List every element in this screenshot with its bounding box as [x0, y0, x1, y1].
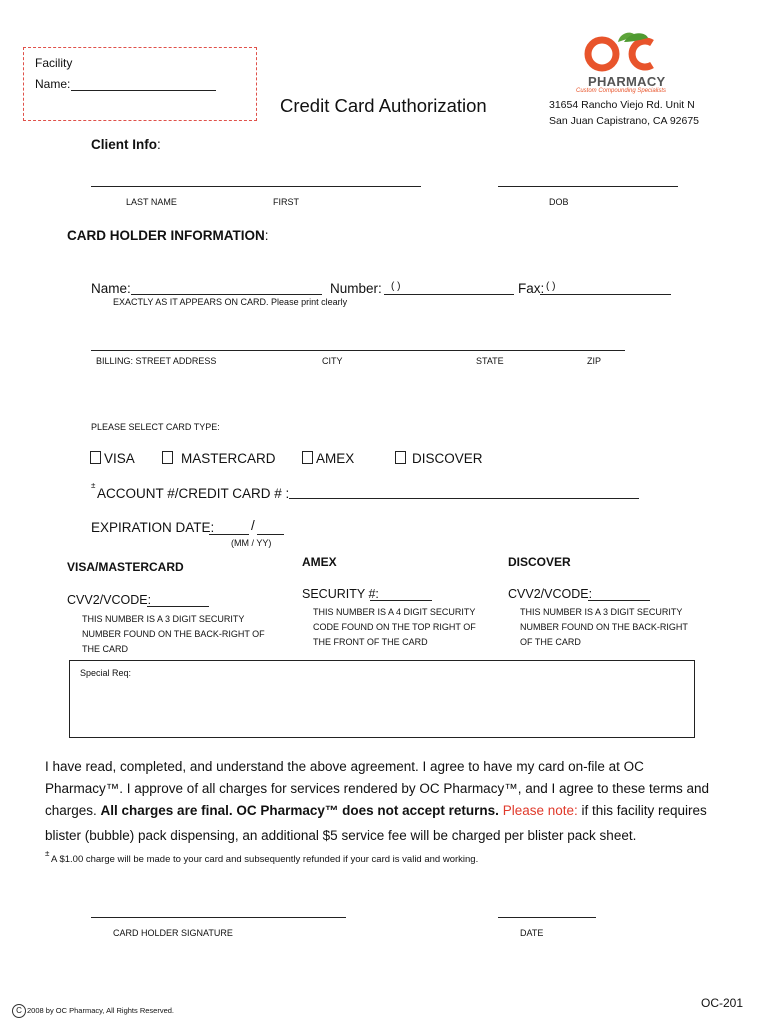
- discover-cvv-label: CVV2/VCODE:: [508, 587, 593, 601]
- dob-field[interactable]: [498, 186, 678, 187]
- address-line2: San Juan Capistrano, CA 92675: [549, 115, 700, 127]
- logo-word: PHARMACY: [588, 74, 666, 89]
- amex-note-3: THE FRONT OF THE CARD: [313, 637, 428, 647]
- billing-address-field[interactable]: [91, 350, 625, 351]
- pharmacy-logo: [576, 30, 680, 94]
- checkbox-icon[interactable]: [162, 451, 173, 464]
- agreement-no-returns: All charges are final. OC Pharmacy™ does not accept returns.: [100, 803, 499, 818]
- number-label: Number:: [330, 281, 382, 296]
- expiration-month-field[interactable]: [209, 534, 249, 535]
- discover-note-1: THIS NUMBER IS A 3 DIGIT SECURITY: [520, 607, 683, 617]
- card-option-discover[interactable]: [395, 451, 483, 466]
- oc-logo-icon: [580, 30, 680, 78]
- agreement-line-4: blister (bubble) pack dispensing, an additional $5 service fee will be charged per blister pack sheet.: [45, 828, 637, 843]
- checkbox-icon[interactable]: [90, 451, 101, 464]
- number-parens: ( ): [391, 281, 401, 292]
- agreement-please-note: Please note:: [502, 803, 578, 818]
- card-option-label: DISCOVER: [412, 451, 483, 466]
- client-info-colon: :: [157, 137, 161, 152]
- last-name-label: LAST NAME: [126, 197, 177, 207]
- amex-note-2: CODE FOUND ON THE TOP RIGHT OF: [313, 622, 476, 632]
- client-info-heading-text: Client Info: [91, 137, 157, 152]
- dob-label: DOB: [549, 197, 569, 207]
- amex-security-field[interactable]: [370, 600, 432, 601]
- amex-note-1: THIS NUMBER IS A 4 DIGIT SECURITY: [313, 607, 476, 617]
- expiration-slash: /: [251, 518, 255, 533]
- client-name-field[interactable]: [91, 186, 421, 187]
- visa-mc-note-1: THIS NUMBER IS A 3 DIGIT SECURITY: [82, 614, 245, 624]
- discover-note-3: OF THE CARD: [520, 637, 581, 647]
- card-option-label: AMEX: [316, 451, 355, 466]
- footnote-dagger: ±: [45, 849, 50, 858]
- expiration-year-field[interactable]: [257, 534, 284, 535]
- card-holder-colon: :: [264, 228, 269, 243]
- special-req-label: Special Req:: [80, 668, 132, 678]
- agreement-line-1: I have read, completed, and understand the above agreement. I agree to have my card on-file at OC: [45, 759, 644, 774]
- city-label: CITY: [322, 356, 343, 366]
- facility-label: Facility: [35, 56, 73, 70]
- footnote-text: A $1.00 charge will be made to your card and subsequently refunded if your card is valid and working.: [51, 854, 479, 865]
- client-info-heading: [91, 137, 161, 152]
- zip-label: ZIP: [587, 356, 602, 366]
- copyright-text: 2008 by OC Pharmacy, All Rights Reserved.: [27, 1006, 175, 1015]
- discover-cvv-field[interactable]: [588, 600, 650, 601]
- agreement-line-3: [45, 803, 707, 818]
- card-option-label: MASTERCARD: [181, 451, 276, 466]
- agreement-line-2: Pharmacy™. I approve of all charges for services rendered by OC Pharmacy™, and I agree to these terms and: [45, 781, 710, 796]
- expiration-format: (MM / YY): [231, 538, 272, 548]
- visa-mc-note-3: THE CARD: [82, 644, 129, 654]
- checkbox-icon[interactable]: [302, 451, 313, 464]
- billing-street-label: BILLING: STREET ADDRESS: [96, 356, 217, 366]
- state-label: STATE: [476, 356, 504, 366]
- fax-parens: ( ): [546, 281, 556, 292]
- date-field[interactable]: [498, 917, 596, 918]
- discover-heading: DISCOVER: [508, 555, 571, 569]
- date-label: DATE: [520, 928, 544, 938]
- signature-field[interactable]: [91, 917, 346, 918]
- card-holder-heading: [67, 228, 269, 243]
- amex-heading: AMEX: [302, 555, 337, 569]
- card-option-label: VISA: [104, 451, 135, 466]
- number-field[interactable]: [384, 294, 514, 295]
- visa-mc-cvv-field[interactable]: [147, 606, 209, 607]
- logo-tagline: Custom Compounding Specialists: [576, 88, 667, 94]
- facility-name-field[interactable]: [71, 90, 216, 91]
- form-code: OC-201: [701, 996, 744, 1010]
- checkbox-icon[interactable]: [395, 451, 406, 464]
- visa-mc-note-2: NUMBER FOUND ON THE BACK-RIGHT OF: [82, 629, 265, 639]
- fax-field[interactable]: [540, 294, 671, 295]
- expiration-label: EXPIRATION DATE:: [91, 520, 215, 535]
- discover-note-2: NUMBER FOUND ON THE BACK-RIGHT: [520, 622, 688, 632]
- copyright-icon: [12, 1004, 26, 1018]
- card-option-mastercard[interactable]: [162, 451, 276, 466]
- card-type-prompt: PLEASE SELECT CARD TYPE:: [91, 422, 220, 432]
- amex-security-label: SECURITY #:: [302, 587, 379, 601]
- address-line1: 31654 Rancho Viejo Rd. Unit N: [549, 99, 695, 111]
- account-label: ACCOUNT #/CREDIT CARD # :: [97, 486, 290, 501]
- holder-name-label: Name:: [91, 281, 131, 296]
- holder-name-field[interactable]: [131, 294, 322, 295]
- agreement-line-3-a: charges.: [45, 803, 101, 818]
- visa-mc-heading: VISA/MASTERCARD: [67, 560, 184, 574]
- card-option-visa[interactable]: [90, 451, 135, 466]
- card-option-amex[interactable]: [302, 451, 354, 466]
- signature-label: CARD HOLDER SIGNATURE: [113, 928, 233, 938]
- visa-mc-cvv-label: CVV2/VCODE:: [67, 593, 152, 607]
- form-title: Credit Card Authorization: [280, 95, 487, 116]
- special-req-box[interactable]: [69, 660, 695, 738]
- account-field[interactable]: [289, 498, 639, 499]
- fax-label: Fax:: [518, 281, 545, 296]
- copyright-symbol: C: [16, 1006, 22, 1015]
- first-name-label: FIRST: [273, 197, 299, 207]
- facility-name-label: Name:: [35, 77, 71, 91]
- agreement-line-3-b: if this facility requires: [577, 803, 707, 818]
- account-dagger: ±: [91, 481, 96, 490]
- name-note: EXACTLY AS IT APPEARS ON CARD. Please print clearly: [113, 297, 348, 307]
- card-holder-heading-text: CARD HOLDER INFORMATION: [67, 228, 265, 243]
